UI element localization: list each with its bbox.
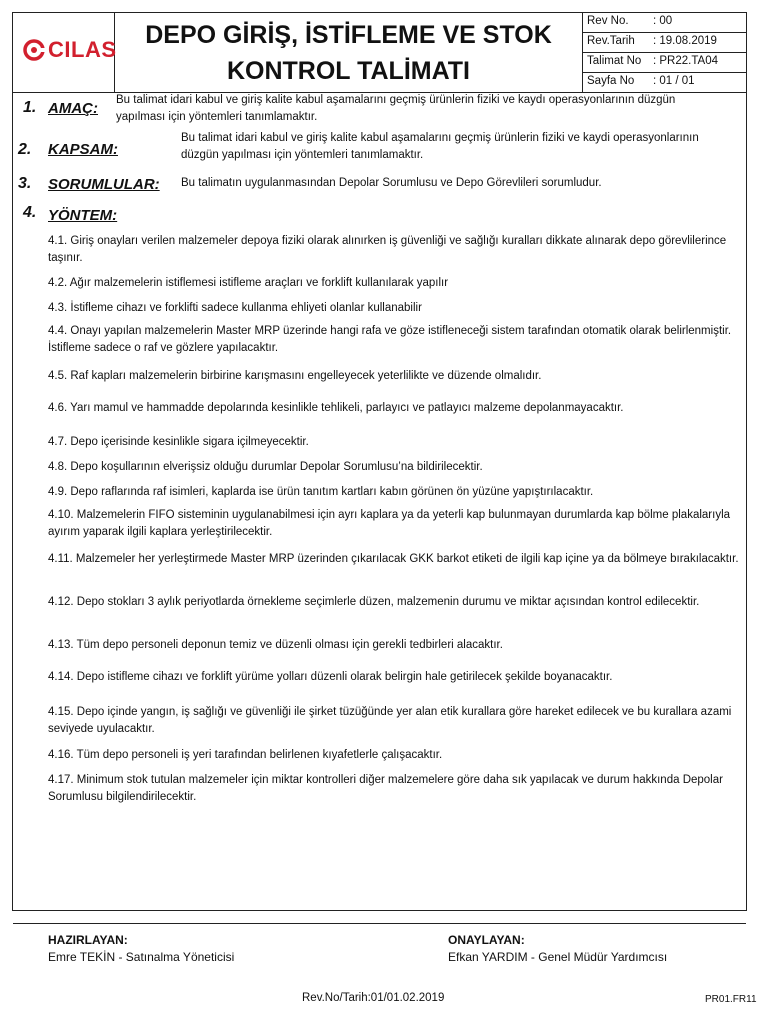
header [13, 13, 746, 93]
list-item: 4.2. Ağır malzemelerin istiflemesi istifleme araçları ve forklift kullanılarak yapılır [48, 277, 449, 289]
title-cell [115, 13, 583, 92]
section-number: 2. [18, 141, 32, 158]
section-number: 4. [23, 204, 37, 221]
form-code: PR01.FR11 [705, 994, 757, 1005]
meta-value: : 00 [653, 15, 673, 27]
prepared-label: HAZIRLAYAN: [48, 933, 128, 947]
list-item: 4.1. Giriş onayları verilen malzemeler depoya fiziki olarak alınırken iş güvenliği ve sağlığı kuralları dikkate alınarak depo görevlilerince taşınır. [48, 235, 727, 264]
list-item: 4.11. Malzemeler her yerleştirmede Master MRP üzerinden çıkarılacak GKK barkot etiketi de ilgili kap içine ya da bölmeye bırakılacaktır. [48, 553, 739, 565]
list-item: 4.8. Depo koşullarının elverişsiz olduğu durumlar Depolar Sorumlusu’na bildirilecektir. [48, 461, 483, 473]
section-title-sorumlular: SORUMLULAR: [48, 176, 160, 193]
meta-key: Rev No. [587, 15, 629, 27]
revision-footer: Rev.No/Tarih:01/01.02.2019 [302, 992, 445, 1004]
meta-table [583, 13, 746, 92]
list-item: 4.7. Depo içerisinde kesinlikle sigara içilmeyecektir. [48, 436, 309, 448]
section-number: 1. [23, 99, 37, 116]
section-text-amac: Bu talimat idari kabul ve giriş kalite kabul aşamalarını geçmiş ürünlerin fiziki ve kaydı operasyonlarının düzgün yapılması için yöntemleri tanımlamaktır. [116, 94, 676, 123]
document-frame [12, 12, 747, 964]
list-item: 4.16. Tüm depo personeli iş yeri tarafından belirlenen kıyafetlerle çalışacaktır. [48, 749, 443, 761]
list-item: 4.4. Onayı yapılan malzemelerin Master MRP üzerinde hangi rafa ve göze istifleneceği sistem tarafından otomatik olarak belirlenmiştir. İstifleme sadece o raf ve gözlere yapılacaktır. [48, 325, 732, 354]
document-title-line2: KONTROL TALİMATI [226, 56, 471, 85]
meta-row-rev-date [583, 33, 746, 53]
section-text-kapsam: Bu talimat idari kabul ve giriş kalite kabul aşamalarını geçmiş ürünlerin fiziki ve kaydi operasyonlarının düzgün yapılması için yöntemleri tanımlamaktır. [181, 132, 699, 161]
section-title-yontem: YÖNTEM: [48, 207, 118, 224]
list-item: 4.9. Depo raflarında raf isimleri, kaplarda ise ürün tanıtım kartları kabın görünen ön yüzüne yapıştırılacaktır. [48, 486, 594, 498]
meta-value: : PR22.TA04 [653, 55, 718, 67]
list-item: 4.3. İstifleme cihazı ve forklifti sadece kullanma ehliyeti olanlar kullanabilir [48, 302, 422, 314]
section-number: 3. [18, 175, 32, 192]
meta-row-page-no [583, 73, 746, 93]
meta-key: Talimat No [587, 55, 642, 67]
logo-mark-icon [23, 39, 45, 61]
list-item: 4.15. Depo içinde yangın, iş sağlığı ve güvenliği ile şirket tüzüğünde yer alan etik kurallara göre hareket edilecek ve bu kurallara azami seviyede uyulacaktır. [48, 706, 732, 735]
meta-key: Sayfa No [587, 75, 635, 87]
logo-cell [13, 13, 115, 92]
meta-row-rev-no [583, 13, 746, 33]
footer-divider [13, 923, 746, 924]
list-item: 4.13. Tüm depo personeli deponun temiz ve düzenli olması için gerekli tedbirleri alacaktır. [48, 639, 503, 651]
list-item: 4.14. Depo istifleme cihazı ve forklift yürüme yolları düzenli olarak belirgin hale getirilecek şekilde boyanacaktır. [48, 671, 613, 683]
section-text-sorumlular: Bu talimatın uygulanmasından Depolar Sorumlusu ve Depo Görevlileri sorumludur. [181, 177, 602, 189]
list-item: 4.10. Malzemelerin FIFO sisteminin uygulanabilmesi için ayrı kaplara ya da yeterli kap bulunmayan durumlarda kap bölme plakalarıyla ayırım yaparak ilgili kaplara yerleştirilecektir. [48, 509, 731, 538]
list-item: 4.6. Yarı mamul ve hammadde depolarında kesinlikle tehlikeli, parlayıcı ve patlayıcı malzeme depolanmayacaktır. [48, 402, 624, 414]
approved-by: Efkan YARDIM - Genel Müdür Yardımcısı [448, 950, 668, 964]
list-item: 4.17. Minimum stok tutulan malzemeler için miktar kontrolleri diğer malzemelere göre daha sık yapılacak ve durum hakkında Depolar Sorumlusu bilgilendirilecektir. [48, 774, 723, 803]
approved-label: ONAYLAYAN: [448, 933, 525, 947]
section-title-kapsam: KAPSAM: [48, 141, 118, 158]
meta-key: Rev.Tarih [587, 35, 635, 47]
company-logo [23, 37, 117, 63]
meta-row-instruction-no [583, 53, 746, 73]
document-title-line1: DEPO GİRİŞ, İSTİFLEME VE STOK [145, 20, 552, 49]
meta-value: : 19.08.2019 [653, 35, 717, 47]
list-item: 4.5. Raf kapları malzemelerin birbirine karışmasını engelleyecek yeterlilikte ve düzende olmalıdır. [48, 370, 542, 382]
section-title-amac: AMAÇ: [48, 100, 98, 117]
prepared-by: Emre TEKİN - Satınalma Yöneticisi [48, 950, 235, 964]
meta-value: : 01 / 01 [653, 75, 695, 87]
logo-text: CILAS [48, 37, 117, 62]
list-item: 4.12. Depo stokları 3 aylık periyotlarda örnekleme seçimlerle düzen, malzemenin durumu ve miktar açısından kontrol edilecektir. [48, 596, 700, 608]
